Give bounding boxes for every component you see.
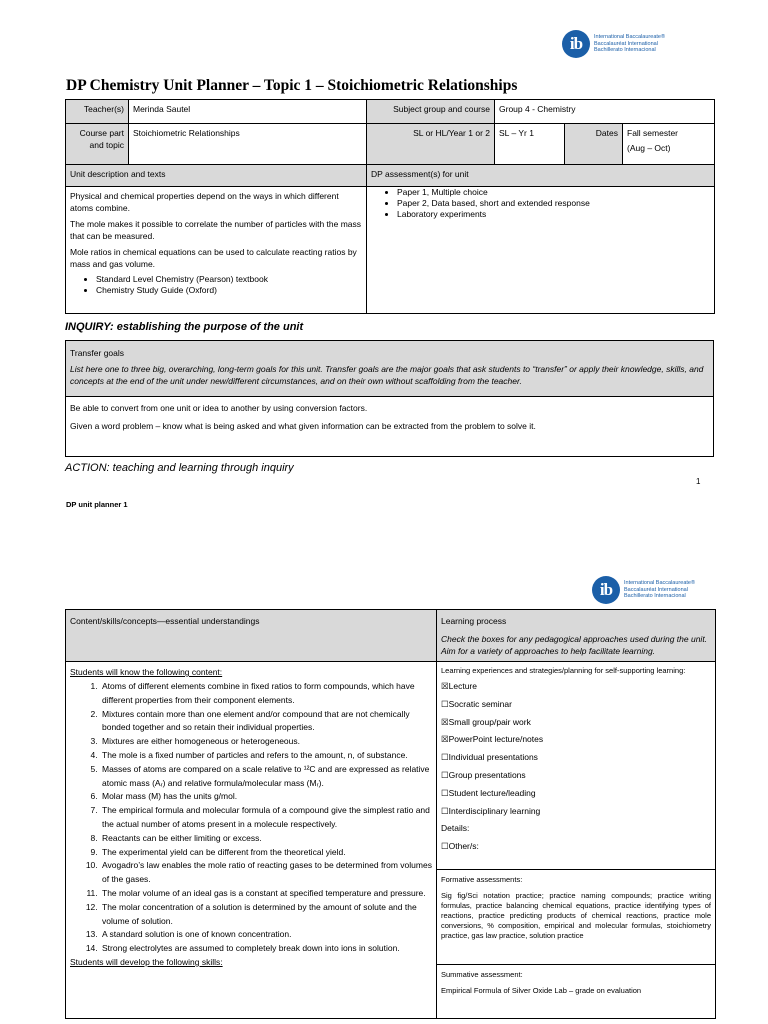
desc-paragraph: Physical and chemical properties depend on the ways in which different atoms combine. bbox=[70, 191, 339, 213]
experiences-label: Learning experiences and strategies/planning for self-supporting learning: bbox=[441, 666, 686, 675]
logo-line: International Baccalaureate® bbox=[594, 34, 666, 41]
transfer-goals-label: Transfer goals bbox=[70, 348, 125, 358]
dates-label: Dates bbox=[565, 124, 623, 165]
content-item: 8. Reactants can be either limiting or excess. bbox=[100, 832, 432, 846]
assessment-item: • Paper 2, Data based, short and extended response bbox=[397, 198, 710, 209]
pedagogy-option[interactable] bbox=[441, 803, 711, 821]
checkbox-icon[interactable]: ☒ bbox=[441, 734, 449, 745]
assessment-list-cell bbox=[367, 187, 715, 314]
checkbox-icon[interactable]: ☐ bbox=[441, 698, 449, 709]
assessment-label: DP assessment(s) for unit bbox=[367, 165, 715, 187]
content-item: 5. Masses of atoms are compared on a scale relative to ¹²C and are expressed as relative atomic mass (Aᵣ) and relative formula/molecular mass (Mᵣ). bbox=[100, 763, 432, 791]
dates-value bbox=[623, 124, 715, 165]
assessment-list bbox=[371, 187, 710, 220]
course-value: Stoichiometric Relationships bbox=[129, 124, 367, 165]
pedagogy-option-label: Group presentations bbox=[448, 769, 526, 780]
subject-value: Group 4 - Chemistry bbox=[495, 100, 715, 124]
assessment-item: • Laboratory experiments bbox=[397, 209, 710, 220]
transfer-goals-content bbox=[66, 397, 714, 457]
content-learning-table bbox=[65, 609, 716, 1019]
unit-info-table bbox=[65, 99, 715, 314]
pedagogy-option-label: Individual presentations bbox=[448, 752, 538, 763]
learning-header bbox=[437, 610, 716, 662]
pedagogy-option[interactable] bbox=[441, 696, 711, 714]
content-item: 2. Mixtures contain more than one element and/or compound that are not chemically bonded together and so retain their individual properties. bbox=[100, 708, 432, 736]
summative-cell bbox=[437, 965, 716, 1019]
summative-label: Summative assessment: bbox=[441, 970, 523, 979]
content-item: 9. The experimental yield can be different from the theoretical yield. bbox=[100, 846, 432, 860]
inquiry-heading: INQUIRY: establishing the purpose of the unit bbox=[65, 321, 304, 333]
checkbox-icon[interactable]: ☐ bbox=[441, 752, 449, 763]
transfer-goals-header bbox=[66, 341, 714, 397]
content-item: 11. The molar volume of an ideal gas is a constant at specified temperature and pressure. bbox=[100, 887, 432, 901]
details-label: Details: bbox=[441, 823, 470, 834]
pedagogy-option[interactable] bbox=[441, 749, 711, 767]
formative-text: Sig fig/Sci notation practice; practice naming compounds; practice writing formulas, practice balancing chemical equations, practice identifying types of reactions, practice predicting products of chemical reactions, practice mole conversions, % composition, empirical and molecular formulas, stoichiometry practice, gas law practice, solution practice bbox=[441, 891, 711, 940]
know-heading: Students will know the following content: bbox=[70, 667, 223, 677]
transfer-goal: Be able to convert from one unit or idea to another by using conversion factors. bbox=[70, 403, 368, 413]
logo-line: International Baccalaureate® bbox=[624, 580, 696, 587]
learning-header-label: Learning process bbox=[441, 616, 507, 626]
content-item: 12. The molar concentration of a solution is determined by the amount of solute and the volume of solution. bbox=[100, 901, 432, 929]
learning-header-description: Check the boxes for any pedagogical approaches used during the unit. Aim for a variety of approaches to help facilitate learning. bbox=[441, 634, 708, 656]
ib-logo-text bbox=[624, 580, 695, 600]
checkbox-list bbox=[441, 678, 711, 820]
content-item: 13. A standard solution is one of known concentration. bbox=[100, 928, 432, 942]
other-option[interactable] bbox=[441, 838, 711, 856]
logo-line: Baccalauréat International bbox=[624, 586, 688, 593]
subject-label: Subject group and course bbox=[367, 100, 495, 124]
content-item: 10. Avogadro’s law enables the mole ratio of reacting gases to be determined from volumes of the gases. bbox=[100, 859, 432, 887]
dates-line: (Aug – Oct) bbox=[627, 143, 671, 153]
checkbox-icon[interactable]: ☐ bbox=[441, 787, 449, 798]
teacher-label: Teacher(s) bbox=[66, 100, 129, 124]
transfer-goals-table bbox=[65, 340, 714, 457]
ib-logo-icon: ib bbox=[592, 576, 620, 604]
footer: DP unit planner 1 bbox=[66, 500, 128, 509]
action-heading: ACTION: teaching and learning through inquiry bbox=[65, 462, 294, 474]
dates-line: Fall semester bbox=[627, 128, 679, 138]
desc-paragraph: The mole makes it possible to correlate the number of particles with the mass that can be measured. bbox=[70, 219, 362, 241]
transfer-goal: Given a word problem – know what is being asked and what given information can be extracted from the problem to solve it. bbox=[70, 421, 536, 431]
checkbox-icon[interactable]: ☐ bbox=[441, 841, 449, 852]
unit-description bbox=[66, 187, 367, 314]
pedagogy-option-label: Socratic seminar bbox=[448, 698, 512, 709]
content-item: 1. Atoms of different elements combine in fixed ratios to form compounds, which have different properties from their component elements. bbox=[100, 680, 432, 708]
text-item: • Standard Level Chemistry (Pearson) textbook bbox=[96, 274, 362, 285]
texts-list bbox=[70, 274, 362, 296]
formative-label: Formative assessments: bbox=[441, 875, 523, 884]
checkbox-icon[interactable]: ☐ bbox=[441, 769, 449, 780]
logo-line: Bachillerato Internacional bbox=[594, 47, 656, 54]
content-header bbox=[66, 610, 437, 662]
content-cell bbox=[66, 662, 437, 1019]
unit-description-label: Unit description and texts bbox=[66, 165, 367, 187]
ib-logo bbox=[562, 30, 665, 58]
learning-experiences-cell bbox=[437, 662, 716, 870]
pedagogy-option[interactable] bbox=[441, 714, 711, 732]
logo-line: Bachillerato Internacional bbox=[624, 593, 686, 600]
content-item: 6. Molar mass (M) has the units g/mol. bbox=[100, 790, 432, 804]
transfer-goals-description: List here one to three big, overarching, long-term goals for this unit. Transfer goals are the major goals that ask students to “transfer” or apply their knowledge, skills, and concepts at the end of the unit under new/different circumstances, and on their own without scaffolding from the teacher. bbox=[70, 364, 704, 386]
pedagogy-option-label: Interdisciplinary learning bbox=[448, 805, 541, 816]
checkbox-icon[interactable]: ☐ bbox=[441, 805, 449, 816]
level-value: SL – Yr 1 bbox=[495, 124, 565, 165]
logo-line: Baccalauréat International bbox=[594, 40, 658, 47]
skills-heading: Students will develop the following skills: bbox=[70, 956, 223, 967]
level-label: SL or HL/Year 1 or 2 bbox=[367, 124, 495, 165]
formative-cell bbox=[437, 870, 716, 965]
pedagogy-option[interactable] bbox=[441, 731, 711, 749]
checkbox-icon[interactable]: ☒ bbox=[441, 681, 449, 691]
content-item: 4. The mole is a fixed number of particles and refers to the amount, n, of substance. bbox=[100, 749, 432, 763]
page-number: 1 bbox=[696, 477, 701, 486]
content-header-label: Content/skills/concepts—essential understandings bbox=[70, 616, 260, 626]
ib-logo-icon: ib bbox=[562, 30, 590, 58]
ib-logo-text bbox=[594, 34, 665, 54]
checkbox-icon[interactable]: ☒ bbox=[441, 716, 449, 727]
assessment-item: • Paper 1, Multiple choice bbox=[397, 187, 710, 198]
text-item: • Chemistry Study Guide (Oxford) bbox=[96, 285, 362, 296]
summative-text: Empirical Formula of Silver Oxide Lab – grade on evaluation bbox=[441, 986, 642, 995]
teacher-value: Merinda Sautel bbox=[129, 100, 367, 124]
page-title: DP Chemistry Unit Planner – Topic 1 – Stoichiometric Relationships bbox=[66, 77, 518, 94]
pedagogy-option-label: PowerPoint lecture/notes bbox=[448, 734, 544, 745]
pedagogy-option-label: Lecture bbox=[448, 681, 477, 691]
pedagogy-option[interactable] bbox=[441, 785, 711, 803]
content-item: 7. The empirical formula and molecular formula of a compound give the simplest ratio and the actual number of atoms present in a molecule respectively. bbox=[100, 804, 432, 832]
desc-paragraph: Mole ratios in chemical equations can be used to calculate reacting ratios by mass and gas volume. bbox=[70, 247, 357, 269]
ib-logo bbox=[592, 576, 695, 604]
content-list bbox=[70, 680, 432, 956]
pedagogy-option-label: Small group/pair work bbox=[448, 716, 531, 727]
course-label: Course part and topic bbox=[66, 124, 129, 165]
other-label: Other/s: bbox=[448, 841, 479, 852]
content-item: 3. Mixtures are either homogeneous or heterogeneous. bbox=[100, 735, 432, 749]
pedagogy-option-label: Student lecture/leading bbox=[448, 787, 536, 798]
content-item: 14. Strong electrolytes are assumed to completely break down into ions in solution. bbox=[100, 942, 432, 956]
pedagogy-option[interactable] bbox=[441, 678, 711, 696]
pedagogy-option[interactable] bbox=[441, 767, 711, 785]
